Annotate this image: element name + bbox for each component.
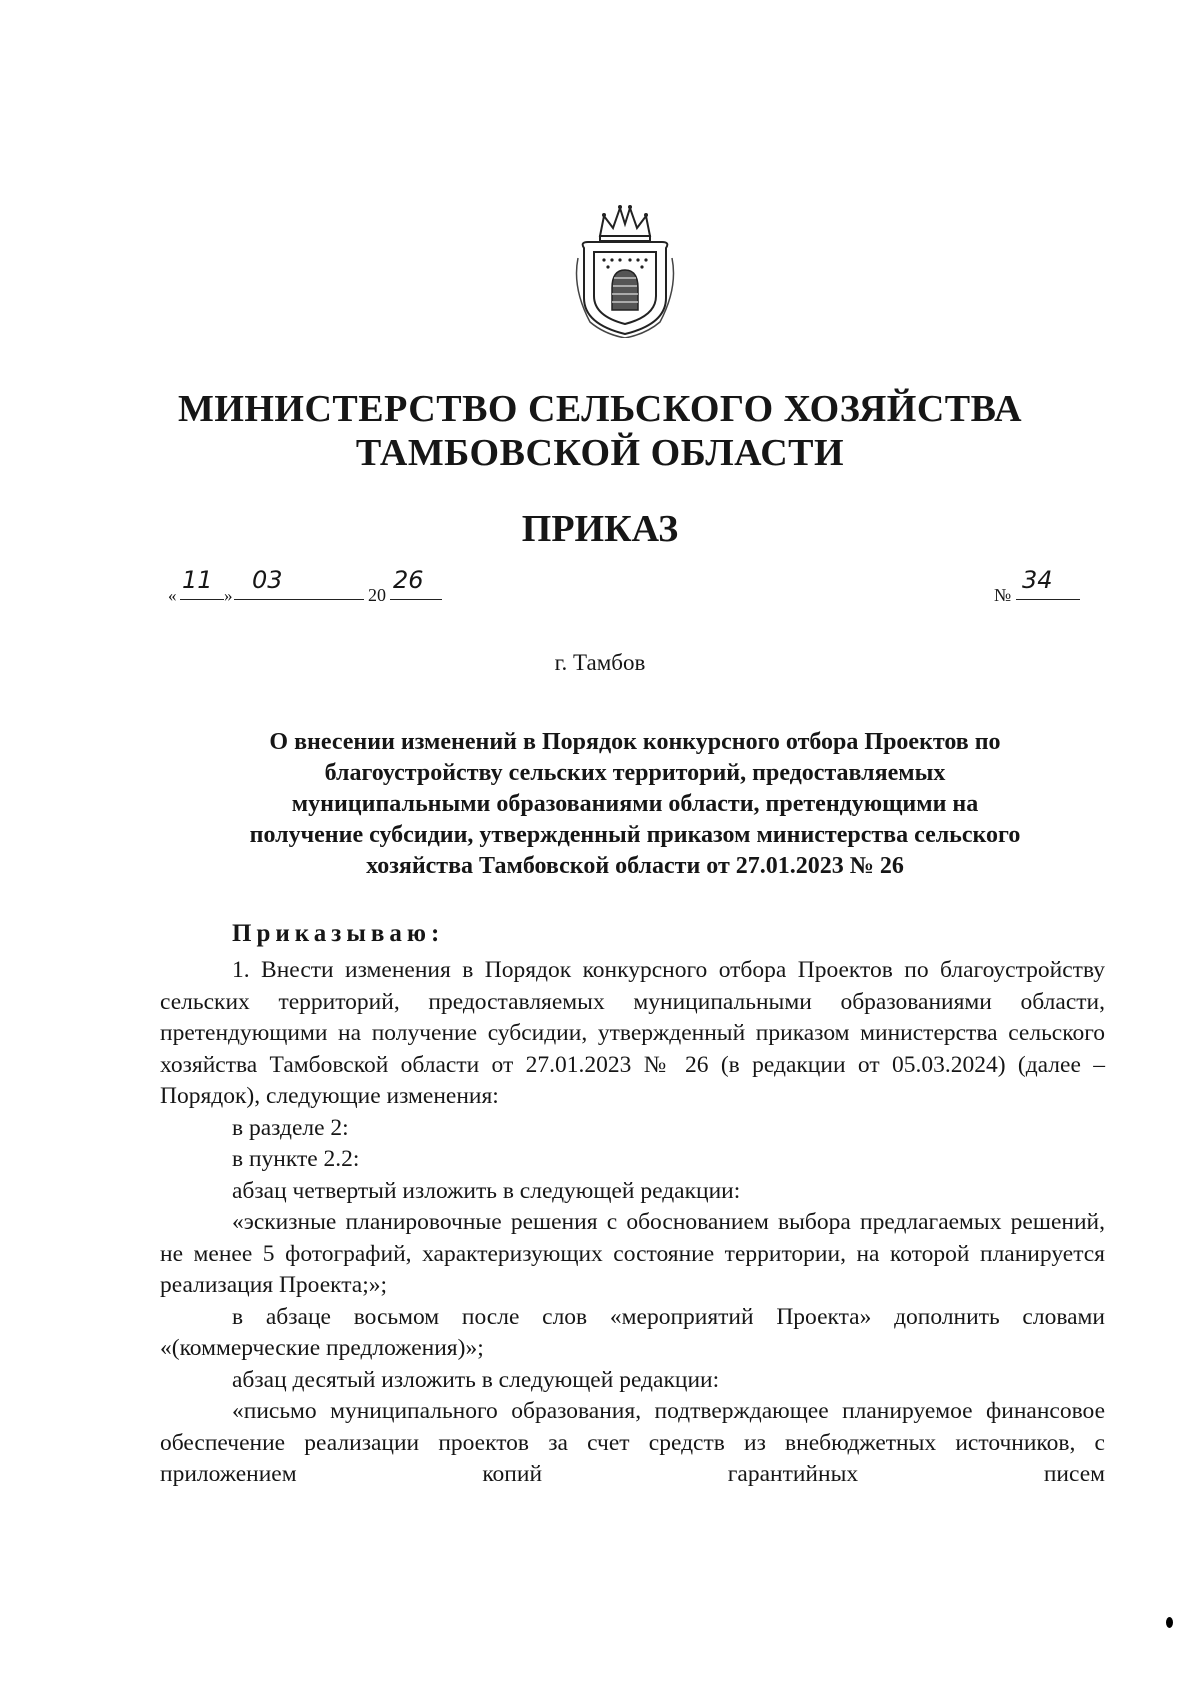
body-paragraph: в пункте 2.2: [232, 1146, 360, 1172]
tambov-coat-of-arms-icon [570, 198, 680, 338]
year-underline [390, 599, 442, 600]
subject-line: О внесении изменений в Порядок конкурсного отбора Проектов по [269, 729, 1001, 755]
subject-line: благоустройству сельских территорий, предоставляемых [324, 760, 946, 786]
order-body [160, 955, 1105, 1491]
quote-open: « [168, 586, 177, 605]
quote-close: » [224, 586, 233, 605]
date-number-row [168, 568, 1088, 608]
body-paragraph: в абзаце восьмом после слов «мероприятий Проекта» дополнить словами «(коммерческие предложения)»; [160, 1303, 1105, 1361]
city: г. Тамбов [554, 650, 646, 675]
year-prefix: 20 [368, 585, 386, 605]
year-suffix: 26 [393, 566, 424, 594]
month-underline [234, 599, 364, 600]
subject-line: получение субсидии, утвержденный приказом министерства сельского [249, 822, 1021, 848]
document-type-title: ПРИКАЗ [521, 508, 679, 550]
subject-line: муниципальными образованиями области, претендующими на [291, 791, 979, 817]
scan-speck [1166, 1617, 1173, 1628]
date-day: 11 [182, 566, 213, 594]
ministry-name-line2: ТАМБОВСКОЙ ОБЛАСТИ [355, 432, 845, 474]
ministry-name-line1: МИНИСТЕРСТВО СЕЛЬСКОГО ХОЗЯЙСТВА [177, 388, 1023, 430]
number-label: № [994, 585, 1012, 605]
body-paragraph: абзац десятый изложить в следующей редакции: [232, 1366, 720, 1393]
document-number: 34 [1022, 566, 1053, 594]
body-paragraph: в разделе 2: [232, 1114, 349, 1141]
order-word: Приказываю: [232, 920, 445, 947]
day-underline [180, 599, 224, 600]
order-subject [165, 727, 1105, 882]
body-paragraph: «письмо муниципального образования, подтверждающее планируемое финансовое обеспечение реализации проектов за счет средств из внебюджетных источников, с приложением копий гарантийных писем [160, 1398, 1105, 1487]
body-paragraph: 1. Внести изменения в Порядок конкурсного отбора Проектов по благоустройству сельских территорий, предоставляемых муниципальными образованиями области, претендующими на получение субсидии, утвержденный приказом министерства сельского хозяйства Тамбовской области от 27.01.2023 № 26 (в редакции от 05.03.2024) (далее – Порядок), следующие изменения: [160, 957, 1105, 1109]
number-underline [1016, 599, 1080, 600]
body-paragraph: абзац четвертый изложить в следующей редакции: [232, 1177, 741, 1204]
date-month: 03 [252, 566, 283, 594]
body-paragraph: «эскизные планировочные решения с обоснованием выбора предлагаемых решений, не менее 5 фотографий, характеризующих состояние территории, на которой планируется реализация Проекта;»; [160, 1209, 1105, 1298]
subject-line: хозяйства Тамбовской области от 27.01.2023 № 26 [366, 853, 904, 879]
